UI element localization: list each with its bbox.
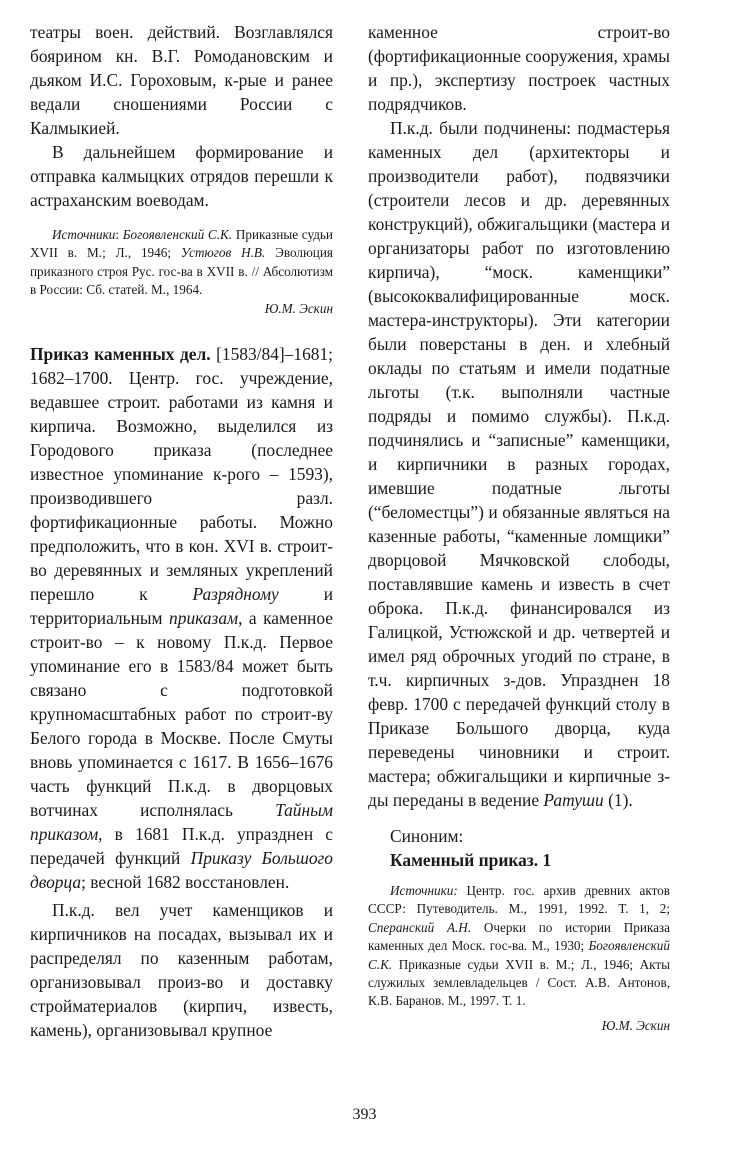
entry-title: Приказ каменных дел. (30, 344, 211, 365)
source-author: Устюгов Н.В. (180, 245, 266, 261)
synonym-label: Синоним: (390, 826, 464, 846)
paragraph-continuation: театры воен. действий. Возглавлялся боярином кн. В.Г. Ромодановским и дьяком И.С. Гороховым, к-рые и ранее ведали сношениями России с Калмыкией. (30, 22, 333, 138)
cross-reference: Приказу Большого дворца (30, 848, 333, 893)
source-author: Сперанский А.Н. (368, 919, 472, 935)
source-text: Очерки по истории Приказа каменных дел Моск. гос-ва. М., 1930; (368, 919, 670, 954)
sources-label: Источники: (390, 883, 458, 898)
cross-reference: приказам (169, 608, 239, 629)
author-signature: Ю.М. Эскин (601, 1017, 670, 1033)
source-text: Центр. гос. архив древних актов СССР: Путеводитель. М., 1991, 1992. Т. 1, 2; (368, 883, 670, 917)
source-text: Приказные судьи XVII в. М.; Л., 1946; Акты служилых землевладельцев / Сост. А.В. Антонов, К.В. Баранов. М., 1997. Т. 1. (368, 956, 671, 1009)
sources-block-2 (368, 882, 670, 1011)
left-column (30, 20, 333, 1042)
entry-prikaz-kamennykh-del (30, 342, 333, 894)
author-signature: Ю.М. Эскин (264, 300, 333, 316)
paragraph-subordinates (368, 116, 670, 812)
synonym-title: Каменный приказ. 1 (390, 850, 552, 870)
paragraph-text: П.к.д. были подчинены: подмастерья каменных дел (архитекторы и производители работ), подвязчики (строители лесов и др. деревянных конструкций), обжигальщики (мастера и организаторы работ по изготовлению кирпича), “моск. каменщики” (высококвалифицированные моск. мастера-инструкторы). Эти категории были поверстаны в ден. и хлебный оклады по статьям и имели податные льготы (т.к. выполняли частные подряды и помимо службы). П.к.д. подчинялись и “записные” каменщики, и кирпичники в разных городах, имевшие податные льготы (“беломестцы”) и обязанные являться на казенные работы, “каменные ломщики” дворцовой Мячковской слободы, поставлявшие камень и известь в счет оброка. П.к.д. финансировался из Галицкой, Устюжской и др. четвертей и имел ряд оброчных угодий по стране, в т.ч. кирпичных з-дов. Упразднен 18 февр. 1700 с передачей функций столу в Приказе Большого дворца, куда переведены чиновники и строит. мастера; обжигальщики и кирпичные з-ды переданы в ведение (368, 118, 670, 810)
entry-text: , а каменное строит-во – к новому П.к.д. Первое упоминание его в 1583/84 может быть связано с подготовкой крупномасштабных работ по строит-ву Белого города в Москве. После Смуты вновь упоминается с 1617. В 1656–1676 часть функций П.к.д. в дворцовых вотчинах исполнялась (30, 608, 333, 821)
paragraph-duties: П.к.д. вел учет каменщиков и кирпичников на посадах, вызывал их и распределял по казенным работам, организовывал произ-во и доставку стройматериалов (кирпич, известь, камень), организовывал крупное (30, 900, 333, 1041)
source-author: Богоявленский С.К. (122, 227, 233, 242)
source-author: Богоявленский С.К. (368, 938, 670, 972)
entry-text: ; весной 1682 восстановлен. (81, 872, 290, 893)
paragraph-continuation: каменное строит-во (фортификационные сооружения, храмы и пр.), экспертизу построек частных подрядчиков. (368, 22, 670, 114)
cross-reference: Ратуши (543, 790, 604, 810)
paragraph-text: (1). (608, 790, 633, 810)
right-column (368, 20, 670, 1035)
cross-reference: Тайным приказом (30, 800, 333, 845)
entry-text: [1583/84]–1681; 1682–1700. Центр. гос. учреждение, ведавшее строит. работами из камня и кирпича. Возможно, выделился из Городового приказа (последнее известное упоминание к-рого – 1593), производившего разл. фортификационные работы. Можно предположить, что в кон. XVI в. строит-во деревянных и земляных укреплений перешло к (30, 344, 333, 605)
entry-text: и территориальным (30, 584, 333, 629)
source-text: Приказные судьи XVII в. М.; Л., 1946; (30, 227, 333, 261)
paragraph-kalmyk-end: В дальнейшем формирование и отправка калмыцких отрядов перешли к астраханским воеводам. (30, 142, 333, 210)
sources-label: Источники (52, 227, 116, 242)
source-text: Эволюция приказного строя Рус. гос-ва в XVII в. // Абсолютизм в России: Сб. статей. М., 1964. (30, 245, 333, 298)
entry-text: , в 1681 П.к.д. упразднен с передачей функций (30, 824, 333, 869)
sources-block-1: Источники: Богоявленский С.К. Приказные судьи XVII в. М.; Л., 1946; Устюгов Н.В. Эволюция приказного строя Рус. гос-ва в XVII в. // Абсолютизм в России: Сб. статей. М., 1964. (30, 227, 333, 298)
page-number: 393 (352, 1106, 377, 1123)
cross-reference: Разрядному (192, 584, 279, 605)
